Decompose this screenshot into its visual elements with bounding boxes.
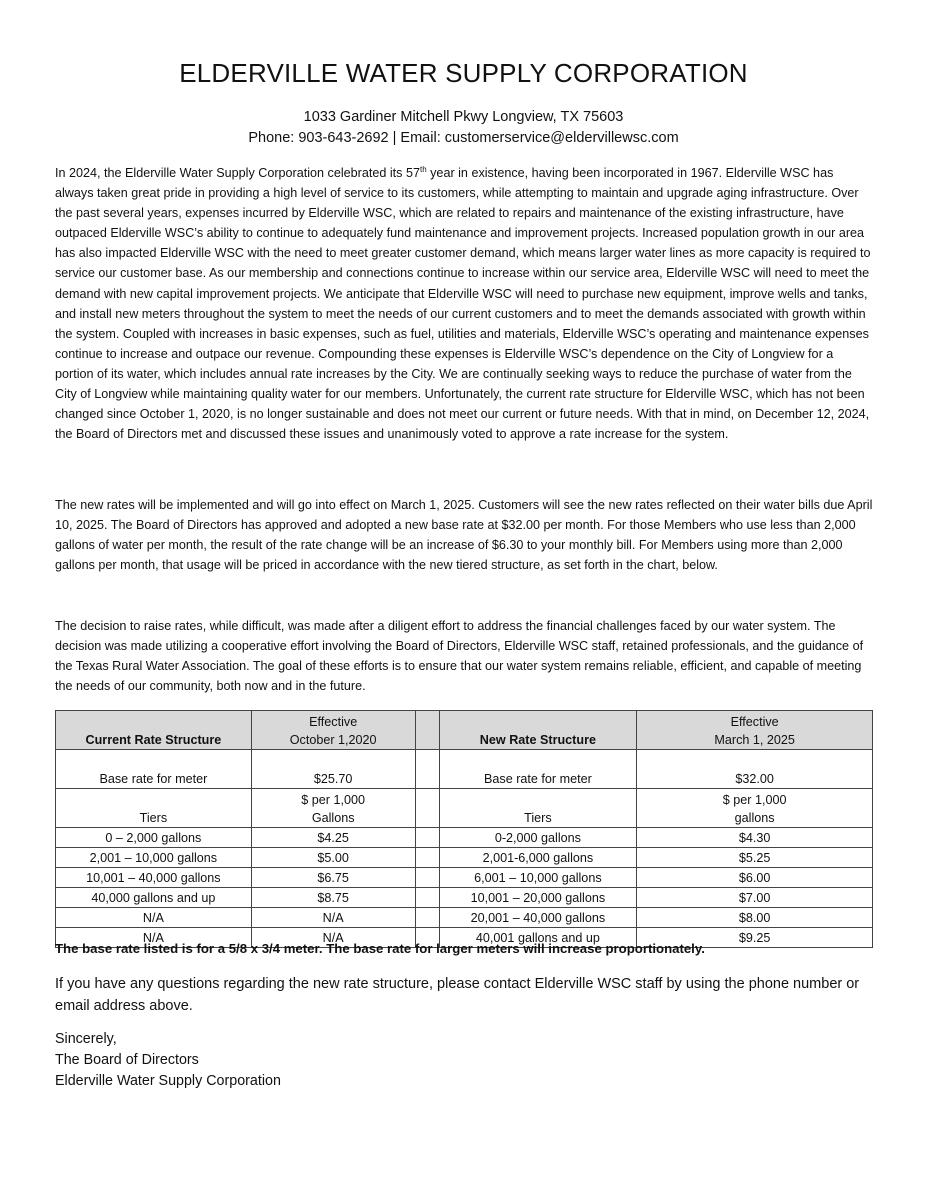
intro-text-start: In 2024, the Elderville Water Supply Corporation celebrated its 57 — [55, 166, 420, 180]
current-rate: $4.25 — [251, 828, 415, 848]
unit-line: $ per 1,000 — [722, 793, 787, 807]
decision-paragraph: The decision to raise rates, while difficult, was made after a diligent effort to address the financial challenges faced by our water system. The decision was made utilizing a cooperative effort involving the Board of Directors, Elderville WSC staff, retained professionals, and the guidance of the Texas Rural Water Association. The goal of these efforts is to ensure that our water system remains reliable, efficient, and capable of meeting the needs of our community, both now and in the future. — [55, 619, 864, 694]
base-rate-label: Base rate for meter — [56, 750, 252, 789]
new-effective-heading — [637, 711, 873, 750]
tiers-label: Tiers — [56, 789, 252, 828]
tier-row — [56, 868, 873, 888]
current-tier: N/A — [56, 908, 252, 928]
current-rate: $8.75 — [251, 888, 415, 908]
intro-paragraph — [55, 163, 875, 444]
current-tier: 0 – 2,000 gallons — [56, 828, 252, 848]
table-spacer — [415, 789, 439, 828]
new-rate: $9.25 — [637, 928, 873, 948]
contact-line: Phone: 903-643-2692 | Email: customerservice@eldervillewsc.com — [248, 130, 679, 146]
new-tier: 10,001 – 20,000 gallons — [439, 888, 637, 908]
base-rate-row — [56, 750, 873, 789]
unit-line: gallons — [734, 811, 775, 825]
unit-line: Gallons — [311, 811, 355, 825]
new-rates-paragraph: The new rates will be implemented and will go into effect on March 1, 2025. Customers will see the new rates reflected on their water bills due April 10, 2025. The Board of Directors has approved and adopted a new base rate at $32.00 per month. For those Members who use less than 2,000 gallons of water per month, the result of the rate change will be an increase of $6.30 to your monthly bill. For Members using more than 2,000 gallons per month, that usage will be priced in accordance with the new tiered structure, as set forth in the chart, below. — [55, 498, 873, 573]
new-rate: $8.00 — [637, 908, 873, 928]
effective-date: October 1,2020 — [289, 733, 377, 747]
current-tier: 2,001 – 10,000 gallons — [56, 848, 252, 868]
unit-label — [637, 789, 873, 828]
contact-paragraph: If you have any questions regarding the new rate structure, please contact Elderville WSC staff by using the phone number or email address above. — [55, 976, 860, 1014]
intro-text-rest: year in existence, having been incorporated in 1967. Elderville WSC has always taken great pride in providing a high level of service to its customers, while attempting to maintain and upgrade aging infrastructure. Over the past several years, expenses incurred by Elderville WSC, which are related to repairs and maintenance of the existing infrastructure, have outpaced Elderville WSC’s ability to continue to adequately fund maintenance and improvement projects. Increased population growth in our area has also impacted Elderville WSC with the need to meet greater customer demand, which means larger water lines as more capacity is required to service our customer base. As our membership and connections continue to increase within our service area, Elderville WSC will need to meet the demand with new capital improvement projects. We anticipate that Elderville WSC will need to purchase new equipment, improve wells and tanks, and install new meters throughout the system to meet the needs of our current customers and to meet the demands associated with growth within the system. Coupled with increases in basic expenses, such as fuel, utilities and materials, Elderville WSC’s operating and maintenance expenses continue to increase and outpace our revenue. Compounding these expenses is Elderville WSC’s dependence on the City of Longview for a portion of its water, which includes annual rate increases by the City. We are continually seeking ways to reduce the purchase of water from the City of Longview while maintaining quality water for our members. Unfortunately, the current rate structure for Elderville WSC, which has not been changed since October 1, 2020, is no longer sustainable and does not meet our current or future needs. With that in mind, on December 12, 2024, the Board of Directors met and discussed these issues and unanimously voted to approve a rate increase for the system. — [55, 166, 871, 442]
new-tier: 40,001 gallons and up — [439, 928, 637, 948]
tiers-label: Tiers — [439, 789, 637, 828]
new-rate: $5.25 — [637, 848, 873, 868]
current-structure-heading: Current Rate Structure — [56, 711, 252, 750]
base-rate-current: $25.70 — [251, 750, 415, 789]
tier-row — [56, 908, 873, 928]
new-rate: $4.30 — [637, 828, 873, 848]
new-tier: 20,001 – 40,000 gallons — [439, 908, 637, 928]
effective-label: Effective — [730, 715, 779, 729]
current-rate: $6.75 — [251, 868, 415, 888]
current-effective-heading — [251, 711, 415, 750]
table-spacer — [415, 868, 439, 888]
current-tier: N/A — [56, 928, 252, 948]
address-line: 1033 Gardiner Mitchell Pkwy Longview, TX 75603 — [303, 109, 624, 125]
new-tier: 6,001 – 10,000 gallons — [439, 868, 637, 888]
closing: Sincerely, — [55, 1031, 117, 1047]
tier-row — [56, 828, 873, 848]
table-spacer — [415, 750, 439, 789]
new-tier: 0-2,000 gallons — [439, 828, 637, 848]
current-rate: N/A — [251, 928, 415, 948]
rate-table — [55, 710, 873, 948]
new-rate: $6.00 — [637, 868, 873, 888]
effective-date: March 1, 2025 — [714, 733, 795, 747]
current-rate: N/A — [251, 908, 415, 928]
unit-label — [251, 789, 415, 828]
base-rate-label: Base rate for meter — [439, 750, 637, 789]
table-spacer — [415, 711, 439, 750]
base-rate-new: $32.00 — [637, 750, 873, 789]
tier-row — [56, 888, 873, 908]
tier-row — [56, 848, 873, 868]
page-title: ELDERVILLE WATER SUPPLY CORPORATION — [179, 58, 748, 88]
current-rate: $5.00 — [251, 848, 415, 868]
organization-name: Elderville Water Supply Corporation — [55, 1073, 281, 1089]
meter-note: The base rate listed is for a 5/8 x 3/4 meter. The base rate for larger meters will increase proportionately. — [55, 941, 705, 956]
tier-header-row — [56, 789, 873, 828]
table-spacer — [415, 828, 439, 848]
effective-label: Effective — [309, 715, 358, 729]
table-spacer — [415, 848, 439, 868]
table-spacer — [415, 908, 439, 928]
table-spacer — [415, 888, 439, 908]
ordinal-suffix: th — [419, 164, 427, 174]
rate-table-header — [56, 711, 873, 750]
new-tier: 2,001-6,000 gallons — [439, 848, 637, 868]
unit-line: $ per 1,000 — [301, 793, 366, 807]
new-structure-heading: New Rate Structure — [439, 711, 637, 750]
current-tier: 40,000 gallons and up — [56, 888, 252, 908]
current-tier: 10,001 – 40,000 gallons — [56, 868, 252, 888]
new-rate: $7.00 — [637, 888, 873, 908]
signatory: The Board of Directors — [55, 1052, 199, 1068]
